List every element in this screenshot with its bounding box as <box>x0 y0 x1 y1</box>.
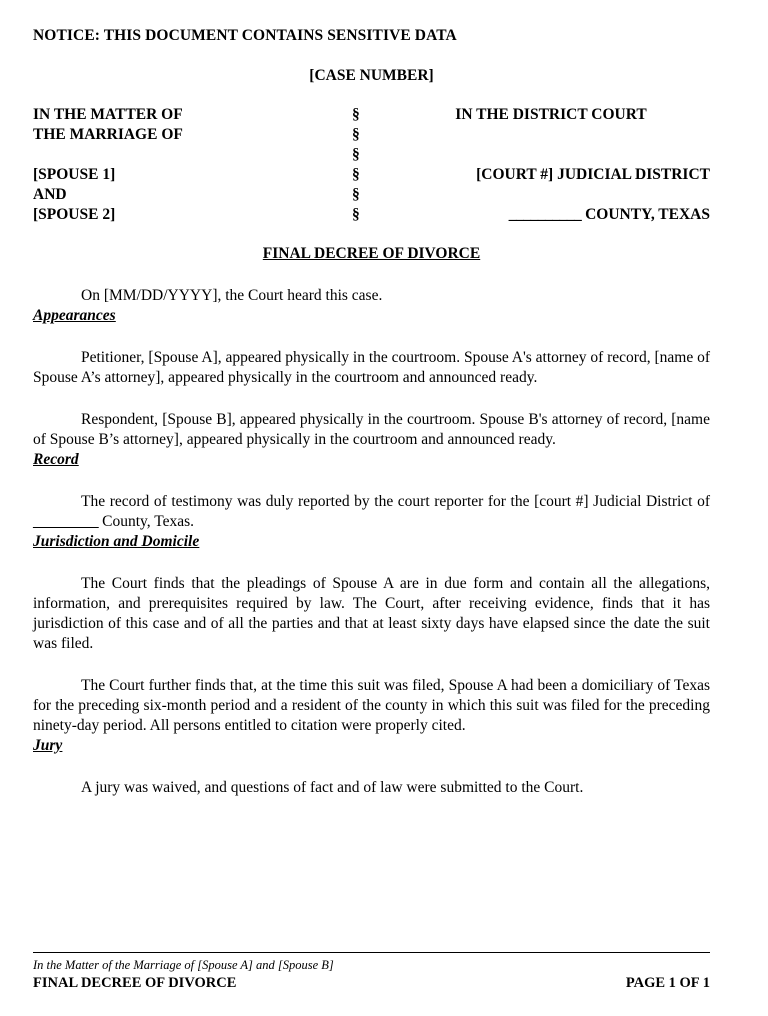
footer-page-number: PAGE 1 OF 1 <box>625 975 710 991</box>
section-heading-appearances <box>33 306 710 326</box>
jury-waiver-paragraph: A jury was waived, and questions of fact and of law were submitted to the Court. <box>81 779 584 796</box>
section-symbol: § <box>352 126 360 143</box>
caption-judicial-district: [COURT #] JUDICIAL DISTRICT <box>476 166 710 183</box>
record-county-blank: _________ <box>33 513 99 530</box>
respondent-appearance-paragraph: Respondent, [Spouse B], appeared physically in the courtroom. Spouse B's attorney of record, [name of Spouse B’s attorney], appeared physically in the courtroom and announced ready. <box>33 411 710 448</box>
caption-court-line <box>392 185 710 205</box>
caption-court-line <box>392 145 710 165</box>
footer-title-row <box>33 974 710 992</box>
record-paragraph <box>33 492 710 532</box>
section-symbol: § <box>352 206 360 223</box>
caption-row <box>33 145 710 165</box>
county-suffix-label: COUNTY, TEXAS <box>581 206 710 223</box>
footer-divider <box>33 952 710 953</box>
caption-court-line: IN THE DISTRICT COURT <box>455 106 647 123</box>
section-heading-text: Record <box>33 451 79 468</box>
section-heading-text: Jury <box>33 737 63 754</box>
caption-court-line <box>392 125 710 145</box>
county-blank-field: __________ <box>508 206 582 223</box>
section-heading-text: Appearances <box>33 307 116 324</box>
caption-row <box>33 105 710 125</box>
caption-county-line <box>392 205 710 225</box>
hearing-date-paragraph: On [MM/DD/YYYY], the Court heard this case. <box>81 287 383 304</box>
footer-document-title: FINAL DECREE OF DIVORCE <box>33 975 237 991</box>
record-text-before: The record of testimony was duly reported by the court reporter for the [court #] Judicial District of <box>81 493 710 510</box>
section-heading-jurisdiction-and-domicile <box>33 532 710 552</box>
caption-party-line: AND <box>33 186 67 203</box>
page-footer <box>33 952 710 992</box>
domicile-findings-paragraph: The Court further finds that, at the time this suit was filed, Spouse A had been a domiciliary of Texas for the preceding six-month period and a resident of the county in which this suit was filed for the preceding ninety-day period. All persons entitled to citation were properly cited. <box>33 677 710 734</box>
caption-party-line: [SPOUSE 2] <box>33 206 116 223</box>
caption-row <box>33 125 710 145</box>
section-symbol: § <box>352 186 360 203</box>
section-symbol: § <box>352 106 360 123</box>
jurisdiction-findings-paragraph: The Court finds that the pleadings of Spouse A are in due form and contain all the allegations, information, and prerequisites required by law. The Court, after receiving evidence, finds that it has jurisdiction of this case and of all the parties and that at least sixty days have elapsed since the date the suit was filed. <box>33 575 710 652</box>
caption-party-line: IN THE MATTER OF <box>33 106 183 123</box>
section-symbol: § <box>352 146 360 163</box>
section-heading-jury <box>33 736 710 756</box>
document-body <box>33 0 710 798</box>
caption-party-line: THE MARRIAGE OF <box>33 126 183 143</box>
decree-title: FINAL DECREE OF DIVORCE <box>262 245 481 262</box>
section-symbol: § <box>352 166 360 183</box>
section-heading-record <box>33 450 710 470</box>
sensitive-data-notice: NOTICE: THIS DOCUMENT CONTAINS SENSITIVE DATA <box>33 27 457 44</box>
record-text-after: County, Texas. <box>98 513 195 530</box>
caption-row <box>33 165 710 185</box>
caption-row <box>33 205 710 225</box>
case-caption-block <box>33 105 710 225</box>
caption-row <box>33 185 710 205</box>
caption-party-line: [SPOUSE 1] <box>33 166 116 183</box>
section-heading-text: Jurisdiction and Domicile <box>33 533 200 550</box>
case-number-field: [CASE NUMBER] <box>309 67 434 84</box>
footer-case-caption: In the Matter of the Marriage of [Spouse A] and [Spouse B] <box>33 958 334 972</box>
petitioner-appearance-paragraph: Petitioner, [Spouse A], appeared physically in the courtroom. Spouse A's attorney of record, [name of Spouse A’s attorney], appeared physically in the courtroom and announced ready. <box>33 349 710 386</box>
caption-party-line <box>33 145 352 165</box>
